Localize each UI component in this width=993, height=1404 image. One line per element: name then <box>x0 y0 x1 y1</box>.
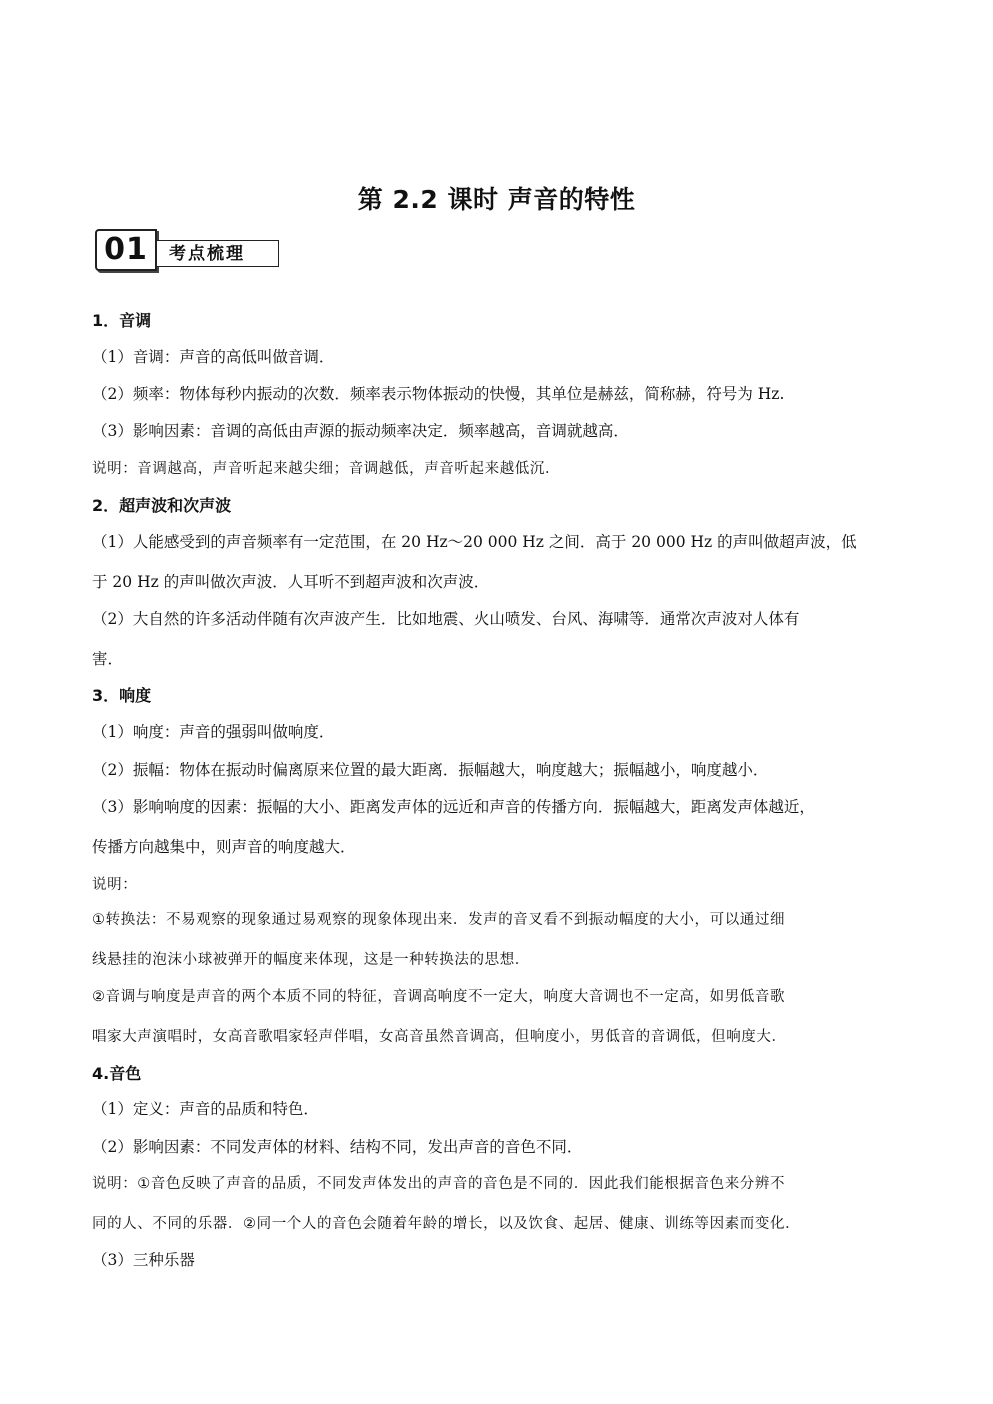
text-line: （3）影响响度的因素：振幅的大小、距离发声体的远近和声音的传播方向．振幅越大，距离发声体越近， <box>92 798 815 816</box>
text-line: （3）三种乐器 <box>92 1251 195 1269</box>
heading-loudness: 3．响度 <box>92 686 152 705</box>
note-line: 说明：音调越高，声音听起来越尖细；音调越低，声音听起来越低沉． <box>92 461 561 477</box>
note-line: 说明：①音色反映了声音的品质，不同发声体发出的声音的音色是不同的．因此我们能根据音色来分辨不 <box>92 1176 786 1192</box>
heading-ultrasound: 2．超声波和次声波 <box>92 496 232 515</box>
note-line: 说明： <box>92 877 138 893</box>
text-line: 传播方向越集中，则声音的响度越大． <box>92 838 356 856</box>
note-line: 线悬挂的泡沫小球被弹开的幅度来体现，这是一种转换法的思想． <box>92 952 530 968</box>
section-number: 01 <box>95 229 157 271</box>
text-line: （3）影响因素：音调的高低由声源的振动频率决定．频率越高，音调就越高． <box>92 422 629 440</box>
text-line: 于 20 Hz 的声叫做次声波．人耳听不到超声波和次声波． <box>92 573 490 591</box>
text-line: （1）人能感受到的声音频率有一定范围，在 20 Hz～20 000 Hz 之间．高于 20 000 Hz 的声叫做超声波，低 <box>92 533 857 551</box>
text-line: （2）振幅：物体在振动时偏离原来位置的最大距离．振幅越大，响度越大；振幅越小，响度越小． <box>92 761 769 779</box>
note-line: 同的人、不同的乐器．②同一个人的音色会随着年龄的增长，以及饮食、起居、健康、训练等因素而变化． <box>92 1216 801 1232</box>
text-line: （1）定义：声音的品质和特色． <box>92 1100 319 1118</box>
text-line: （1）音调：声音的高低叫做音调． <box>92 348 335 366</box>
text-line: （2）频率：物体每秒内振动的次数．频率表示物体振动的快慢，其单位是赫兹，简称赫，符号为 Hz. <box>92 385 785 403</box>
note-line: 唱家大声演唱时，女高音歌唱家轻声伴唱，女高音虽然音调高，但响度小，男低音的音调低，但响度大． <box>92 1029 787 1045</box>
note-line: ②音调与响度是声音的两个本质不同的特征，音调高响度不一定大，响度大音调也不一定高，如男低音歌 <box>92 989 786 1005</box>
text-line: （2）影响因素：不同发声体的材料、结构不同，发出声音的音色不同． <box>92 1138 583 1156</box>
heading-pitch: 1．音调 <box>92 311 152 330</box>
text-line: （1）响度：声音的强弱叫做响度． <box>92 723 335 741</box>
page-title: 第 2.2 课时 声音的特性 <box>357 185 636 214</box>
note-line: ①转换法：不易观察的现象通过易观察的现象体现出来．发声的音叉看不到振动幅度的大小，可以通过细 <box>92 912 786 928</box>
text-line: 害． <box>92 650 124 668</box>
text-line: （2）大自然的许多活动伴随有次声波产生．比如地震、火山喷发、台风、海啸等．通常次声波对人体有 <box>92 610 800 628</box>
heading-timbre: 4.音色 <box>92 1064 142 1083</box>
section-label: 考点梳理 <box>157 240 279 267</box>
section-badge <box>95 229 279 269</box>
